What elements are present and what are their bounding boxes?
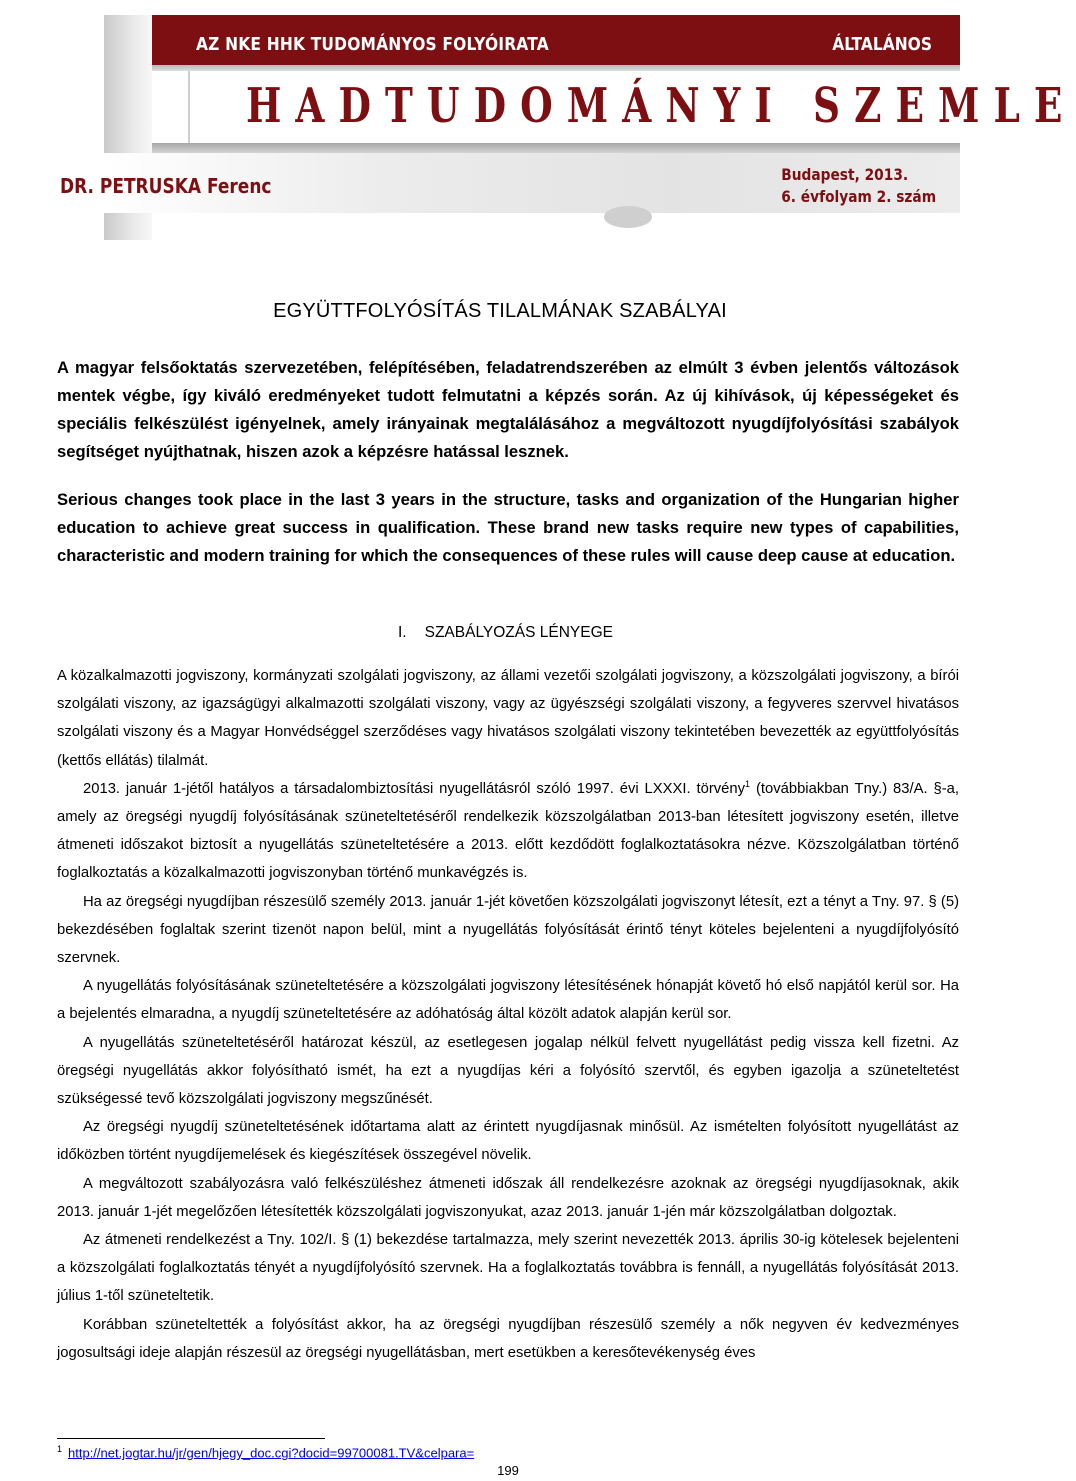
journal-name: AZ NKE HHK TUDOMÁNYOS FOLYÓIRATA <box>196 34 549 55</box>
section-number: I. <box>398 624 407 641</box>
volume-issue: 6. évfolyam 2. szám <box>781 187 936 206</box>
article-title: EGYÜTTFOLYÓSÍTÁS TILALMÁNAK SZABÁLYAI <box>273 300 727 322</box>
paragraph: Ha az öregségi nyugdíjban részesülő személy 2013. január 1-jét követően közszolgálati jogviszonyt létesít, ezt a tényt a Tny. 97. § (5) bekezdésében foglaltak szerint tizenöt napon belül, mint a nyugellátás folyósítását érintő tényt köteles bejelenteni a nyugdíjfolyósító szervnek. <box>57 893 959 967</box>
paragraph-text: (továbbiakban Tny.) 83/A. §-a, amely az öregségi nyugdíj folyósításának szüneteltetéséről rendelkezik közszolgálatban 2013-ban létesített jogviszony esetén, illetve átmeneti időszakot biztosít a nyugellátás szüneteltetésére a 2013. előtt kezdődött foglalkoztatásokra nézve. Közszolgálatban történő foglalkoztatás a közalkalmazotti jogviszonyban történő munkavégzés is. <box>57 780 959 882</box>
city-year: Budapest, 2013. <box>781 165 909 184</box>
abstract-hungarian: A magyar felsőoktatás szervezetében, felépítésében, feladatrendszerében az elmúlt 3 évben jelentős változások mentek végbe, így kiváló eredményeket tudott felmutatni a képzés során. Az új kihívások, új képességeket és speciális felkészülést igényelnek, amely irányainak megtalálásához a megváltozott nyugdíjfolyósítási szabályok segítséget nyújthatnak, hiszen azok a képzésre hatással lesznek. <box>57 358 959 461</box>
article-body <box>57 662 959 1367</box>
abstract-english: Serious changes took place in the last 3 years in the structure, tasks and organization of the Hungarian higher education to achieve great success in qualification. These brand new tasks require new types of capabilities, characteristic and modern training for which the consequences of these rules will cause deep cause at education. <box>57 490 959 565</box>
issue-info <box>781 164 936 208</box>
section-title: SZABÁLYOZÁS LÉNYEGE <box>424 624 613 641</box>
paragraph: Az átmeneti rendelkezést a Tny. 102/I. § (1) bekezdése tartalmazza, mely szerint nevezették 2013. április 30-ig kötelesek bejelenteni a közszolgálati foglalkoztatás tényét a nyugdíjfolyósító szervnek. Ha a foglalkoztatás továbbra is fennáll, a nyugellátás folyósítását 2013. július 1-től szüneteltetik. <box>57 1232 959 1305</box>
page-number: 199 <box>497 1463 519 1478</box>
footnote-rule <box>57 1438 325 1439</box>
paragraph: Korábban szüneteltették a folyósítást akkor, ha az öregségi nyugdíjban részesülő személy a nők negyven év kedvezményes jogosultsági ideje alapján részesül az öregségi nyugellátásban, mert esetükben a keresőtevékenység éves <box>57 1316 959 1361</box>
paragraph <box>57 775 959 888</box>
paragraph: A megváltozott szabályozásra való felkészüléshez átmeneti időszak áll rendelkezésre azoknak az öregségi nyugdíjasoknak, akik 2013. január 1-jét megelőzően létesítették közszolgálati jogviszonyukat, azaz 2013. január 1-jén már közszolgálatban dolgoztak. <box>57 1175 959 1220</box>
author-name: DR. PETRUSKA Ferenc <box>60 174 272 198</box>
paragraph: Az öregségi nyugdíj szüneteltetésének időtartama alatt az érintett nyugdíjasnak minősül. Az ismételten folyósított nyugellátást az időközben történt nyugdíjemelések és kiegészítések összegével növelik. <box>57 1119 959 1164</box>
journal-title: HADTUDOMÁNYI SZEMLE <box>246 78 1076 134</box>
header-divider-bottom <box>152 143 960 153</box>
paragraph: A nyugellátás folyósításának szüneteltetésére a közszolgálati jogviszony létesítésének hónapját követő hó első napjától kerül sor. Ha a bejelentés elmaradna, a nyugdíj szüneteltetésére az adóhatóság által közölt adatok alapján kerül sor. <box>57 978 959 1023</box>
category-label: ÁLTALÁNOS <box>832 34 932 55</box>
footnote-number: 1 <box>57 1444 63 1454</box>
paragraph-text: 2013. január 1-jétől hatályos a társadalombiztosítási nyugellátásról szóló 1997. évi LXXXI. törvény <box>83 780 746 797</box>
footnote-link[interactable]: http://net.jogtar.hu/jr/gen/hjegy_doc.cgi?docid=99700081.TV&celpara= <box>68 1445 475 1461</box>
paragraph: A nyugellátás szüneteltetéséről határozat készül, az esetlegesen jogalap nélkül felvett nyugellátást pedig vissza kell fizetni. Az öregségi nyugellátás akkor folyósítható ismét, ha ezt a nyugdíjas kéri a folyósító szervtől, és egyben igazolja a szüneteltetést szükségessé tevő közszolgálati jogviszony megszűnését. <box>57 1034 959 1108</box>
section-heading <box>398 624 613 642</box>
footnote <box>57 1444 474 1460</box>
footnote-reference[interactable]: 1 <box>745 778 751 789</box>
paragraph: A közalkalmazotti jogviszony, kormányzati szolgálati jogviszony, az állami vezetői szolgálati jogviszony, a közszolgálati jogviszony, a bírói szolgálati viszony, az igazságügyi alkalmazotti szolgálati viszony, vagy az ügyészségi szolgálati viszony, a fegyveres szervvel hivatásos szolgálati viszony és a Magyar Honvédséggel szerződéses vagy hivatásos szolgálati viszony tekintetében bevezették az együttfolyósítás (kettős ellátás) tilalmát. <box>57 668 959 769</box>
decorative-oval <box>604 206 652 228</box>
